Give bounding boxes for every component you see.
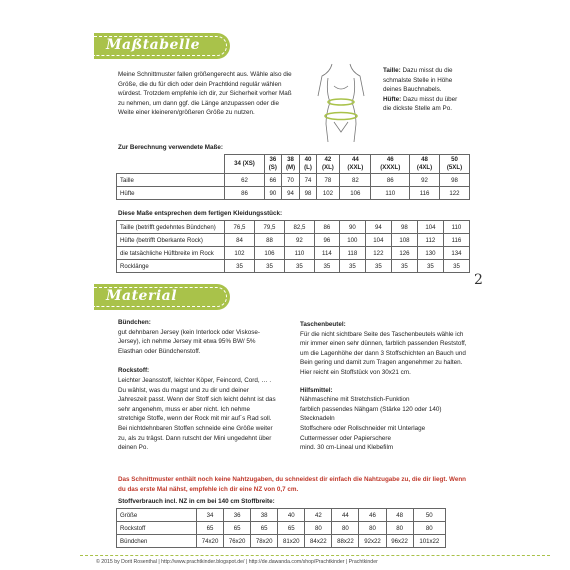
table-cell: 35 [284,260,314,273]
table-row [117,260,470,273]
size-header-cell [281,155,300,174]
table-cell: 96 [314,234,339,247]
size-letter: (L) [304,164,312,171]
table-cell: 35 [391,260,417,273]
size-header-cell: 46 [359,509,386,522]
table-cell: 116 [443,234,469,247]
size-header-cell [300,155,316,174]
page-number: 2 [474,272,483,288]
size-header-cell: 42 [305,509,332,522]
table-cell: 112 [417,234,443,247]
table-cell: 86 [314,221,339,234]
table-cell: 65 [197,522,224,535]
row-label: die tatsächliche Hüftbreite im Rock [117,247,225,260]
huefte-text: Dazu misst du über die dickste Stelle am Po. [383,95,458,113]
rockstoff-text: Leichter Jeansstoff, leichter Köper, Feincord, Cord, … . Du wählst, was du magst und zu dir und deiner Jahreszeit passt. Wenn der Stoff sich leicht dehnt ist das sehr angenehm, muss er aber nicht. Ich nehme stretchige Stoffe, wenn der Rock mit mir auf´s Rad soll. Bei nichtdehnbaren Stoffen schneide eine Größe weiter zu, als zu trägst. Dann rutscht der Mini ungedehnt über deinen Po. [118,376,276,452]
table-cell: 80 [305,522,332,535]
table-cell: 82,5 [284,221,314,234]
table-cell: 126 [391,247,417,260]
table-row [117,221,470,234]
size-number: 36 [269,156,277,163]
size-header-cell: 34 [197,509,224,522]
size-header-cell [371,155,410,174]
material-right-column [300,320,472,453]
table-cell: 118 [339,247,365,260]
table-cell: 65 [278,522,305,535]
material-left-column [118,318,278,453]
section-banner-material [94,284,230,310]
table-cell: 98 [300,187,316,200]
table-cell: 86 [371,174,410,187]
size-header-cell [264,155,281,174]
size-header-cell: 36 [224,509,251,522]
rockstoff-heading: Rockstoff: [118,367,150,375]
size-letter: (5XL) [446,164,463,171]
table-cell: 122 [365,247,391,260]
table-cell: 81x20 [278,535,305,548]
table-cell: 98 [391,221,417,234]
taschenbeutel-text: Für die nicht sichtbare Seite des Taschenbeutels wähle ich mir immer einen sehr dünnen, farblich passenden Reststoff, um die Lagenhöhe der dann 3 Stoffschichten an Bauch und Bein gering und damit zum Tragen angenehmer zu halten. Hier reicht ein Stoffstück von 30x21 cm. [300,330,467,376]
table-cell: 104 [365,234,391,247]
hilfsmittel-line: mind. 30 cm-Lineal und Klebefilm [300,444,394,452]
table-cell: 35 [365,260,391,273]
table1-caption: Zur Berechnung verwendete Maße: [118,144,223,151]
intro-paragraph: Meine Schnittmuster fallen größengerecht aus. Wähle also die Größe, die du für dich oder dein Prachtkind regulär wählen würdest. Trotzdem empfehle ich dir, zur Sicherheit vorher Maß zu nehmen, um dann ggf. die Länge anzupassen oder die Weite einer kleineren/größeren Größe zu nutzen. [118,71,292,117]
table-cell: 35 [254,260,284,273]
table-cell: 92 [284,234,314,247]
table-cell: 65 [251,522,278,535]
size-header-cell: 38 [251,509,278,522]
row-label: Taille [117,174,225,187]
table-cell: 84 [225,234,255,247]
table-cell: 102 [225,247,255,260]
table-cell: 110 [284,247,314,260]
hilfsmittel-line: Nähmaschine mit Stretchstich-Funktion [300,396,410,404]
section-banner-masstabelle [94,33,230,59]
size-header-cell [440,155,470,174]
footer-divider [80,555,550,556]
hilfsmittel-line: Cuttermesser oder Papierschere [300,434,391,442]
size-number: 42 [324,156,332,163]
table-cell: 104 [417,221,443,234]
table-cell: 92x22 [359,535,386,548]
table-cell: 35 [443,260,469,273]
table-row [117,187,470,200]
table-cell: 74x20 [197,535,224,548]
buendchen-heading: Bündchen: [118,319,151,326]
table-cell: 78 [316,174,340,187]
table-cell: 110 [443,221,469,234]
huefte-label: Hüfte: [383,95,402,103]
measure-description [383,66,465,114]
table-cell: 80 [413,522,445,535]
table-row [117,535,446,548]
table-cell: 76,5 [225,221,255,234]
seam-allowance-note: Das Schnittmuster enthält noch keine Nahtzugaben, du schneidest dir einfach die Nahtzugabe zu, die dir liegt. Wenn du das erste Mal nähst, empfehle ich dir eine NZ von 0,7 cm. [118,476,467,493]
size-header-cell: 50 [413,509,445,522]
hilfsmittel-line: Stoffschere oder Rollschneider mit Unterlage [300,424,426,432]
size-header-cell [316,155,340,174]
size-letter: (XXL) [347,164,364,171]
size-letter: (XXXL) [380,164,401,171]
section-title-material: Material [106,288,178,304]
table-cell: 122 [440,187,470,200]
size-header-cell: 48 [386,509,413,522]
table-cell: 100 [339,234,365,247]
body-measure-figure [312,62,370,144]
table-cell: 35 [417,260,443,273]
table-row [117,174,470,187]
table-row [117,522,446,535]
table-cell: 130 [417,247,443,260]
taille-text: Dazu misst du die schmalste Stelle in Höhe deines Bauchnabels. [383,67,453,94]
size-header-cell [340,155,371,174]
table-cell: 88 [254,234,284,247]
table-cell: 78x20 [251,535,278,548]
hilfsmittel-line: Stecknadeln [300,415,335,423]
table3-caption: Stoffverbrauch incl. NZ in cm bei 140 cm Stoffbreite: [118,498,275,505]
table-cell: 86 [225,187,265,200]
size-letter: (S) [268,164,277,171]
row-label: Hüfte (betrifft Oberkante Rock) [117,234,225,247]
size-letter: (XL) [321,164,334,171]
taschenbeutel-heading: Taschenbeutel: [300,321,346,328]
table-cell: 90 [339,221,365,234]
size-header-cell: 44 [332,509,359,522]
table-header-row [117,155,470,174]
table-cell: 90 [264,187,281,200]
row-label: Rockstoff [117,522,197,535]
size-letter: (4XL) [416,164,433,171]
hilfsmittel-line: farblich passendes Nähgarn (Stärke 120 oder 140) [300,405,442,413]
row-label: Bündchen [117,535,197,548]
fabric-consumption-table [116,508,446,548]
table-cell: 110 [371,187,410,200]
size-number: 48 [421,156,428,163]
table-cell: 82 [340,174,371,187]
table-cell: 134 [443,247,469,260]
size-letter: (M) [286,164,296,171]
size-number: 46 [386,156,394,163]
table-cell: 106 [254,247,284,260]
table-cell: 106 [340,187,371,200]
row-label: Taille (betrifft gedehntes Bündchen) [117,221,225,234]
table-cell: 74 [300,174,316,187]
table-cell: 88x22 [332,535,359,548]
table-cell: 70 [281,174,300,187]
table-cell: 80 [332,522,359,535]
footer-text: © 2015 by Dorit Rosenthal | http://www.prachtkinder.blogspot.de/ | http://de.dawanda.com/shop/Prachtkinder | Prachtkinder [96,559,378,565]
hilfsmittel-heading: Hilfsmittel: [300,386,333,394]
table-corner-cell [117,155,225,174]
table-cell: 96x22 [386,535,413,548]
size-number: 40 [304,156,312,163]
table-cell: 114 [314,247,339,260]
table-cell: 35 [339,260,365,273]
table-cell: 65 [224,522,251,535]
table-cell: 92 [410,174,440,187]
table-cell: 35 [314,260,339,273]
table-row [117,247,470,260]
size-number: 44 [351,156,359,163]
size-header-cell [410,155,440,174]
table-cell: 94 [365,221,391,234]
table-cell: 116 [410,187,440,200]
table2-caption: Diese Maße entsprechen dem fertigen Kleidungsstück: [118,210,283,217]
table-cell: 80 [359,522,386,535]
table-cell: 79,5 [254,221,284,234]
table-cell: 84x22 [305,535,332,548]
size-header-cell: 40 [278,509,305,522]
table-cell: 66 [264,174,281,187]
size-number: 34 (XS) [234,160,255,167]
table-header-row [117,509,446,522]
table-cell: 94 [281,187,300,200]
table-cell: 102 [316,187,340,200]
table-cell: 98 [440,174,470,187]
finished-garment-table [116,220,470,273]
table-cell: 35 [225,260,255,273]
row-label: Größe [117,509,197,522]
table-cell: 76x20 [224,535,251,548]
table-cell: 101x22 [413,535,445,548]
table-cell: 108 [391,234,417,247]
size-measure-table [116,154,470,200]
table-cell: 62 [225,174,265,187]
size-number: 50 [451,156,458,163]
taille-label: Taille: [383,67,401,74]
table-row [117,234,470,247]
table-cell: 80 [386,522,413,535]
size-number: 38 [287,156,294,163]
row-label: Rocklänge [117,260,225,273]
row-label: Hüfte [117,187,225,200]
size-header-cell [225,155,265,174]
section-title-masstabelle: Maßtabelle [106,37,200,53]
buendchen-text: gut dehnbaren Jersey (kein Interlock oder Viskose-Jersey), ich nehme Jersey mit etwa 95% BW/ 5% Elasthan oder Bündchenstoff. [118,328,260,355]
